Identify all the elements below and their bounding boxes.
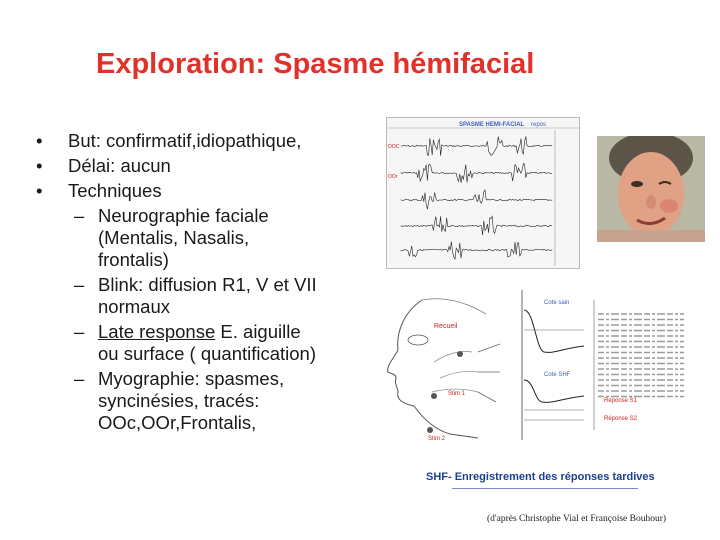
sub-text-line: (Mentalis, Nasalis, bbox=[98, 227, 250, 248]
sub-text-line: frontalis) bbox=[98, 249, 169, 270]
emg-traces-svg bbox=[387, 118, 579, 268]
bullet-techniques bbox=[30, 180, 375, 202]
bullet-delai bbox=[30, 155, 375, 177]
patient-photo bbox=[597, 136, 705, 242]
bullet-dot: • bbox=[36, 180, 43, 201]
late-response-link[interactable]: Late response bbox=[98, 321, 216, 342]
slide-title: Exploration: Spasme hémifacial bbox=[96, 48, 535, 80]
sub-text-line: Blink: diffusion R1, V et VII bbox=[98, 274, 317, 295]
label-recueil: Recueil bbox=[434, 323, 458, 330]
sub-bullet-blink bbox=[30, 274, 375, 318]
sub-text-line: normaux bbox=[98, 296, 170, 317]
bullet-dot: • bbox=[36, 130, 43, 151]
label-reponse-s2: Réponse S2 bbox=[604, 416, 638, 422]
sub-bullet-dash: – bbox=[74, 368, 85, 389]
emg-traces-figure bbox=[386, 117, 580, 269]
sub-bullet-late-response bbox=[30, 321, 375, 365]
bullet-text: Délai: aucun bbox=[68, 155, 171, 176]
bullet-but bbox=[30, 130, 375, 152]
label-cote-shf: Cote SHF bbox=[544, 372, 571, 378]
bullet-list bbox=[30, 130, 375, 434]
caption-underline bbox=[452, 488, 638, 489]
emg-header-label: SPASME HEMI-FACIAL bbox=[459, 122, 525, 128]
emg-left-label-oor: OOr bbox=[388, 174, 398, 180]
label-stim2: Stim 2 bbox=[428, 436, 446, 442]
label-reponse-s1: Réponse S1 bbox=[604, 398, 638, 404]
bullet-dot: • bbox=[36, 155, 43, 176]
label-stim1: Stim 1 bbox=[448, 391, 466, 397]
face-stimulation-diagram bbox=[374, 292, 506, 447]
emg-left-label-ooc: OOC bbox=[388, 144, 400, 150]
patient-photo-svg bbox=[597, 136, 705, 242]
sub-text-line: OOc,OOr,Frontalis, bbox=[98, 412, 257, 433]
sub-bullet-myographie bbox=[30, 368, 375, 434]
late-response-figure bbox=[514, 290, 690, 448]
late-response-svg bbox=[514, 290, 690, 448]
sub-text-line: syncinésies, tracés: bbox=[98, 390, 260, 411]
sub-bullet-dash: – bbox=[74, 205, 85, 226]
emg-header-suffix: repos bbox=[531, 122, 547, 128]
face-diagram-svg bbox=[374, 292, 506, 447]
sub-bullet-dash: – bbox=[74, 321, 85, 342]
sub-bullet-neurographie bbox=[30, 205, 375, 271]
sub-text-line: E. aiguille bbox=[215, 321, 301, 342]
figure-credit: (d'après Christophe Vial et Françoise Bouhour) bbox=[487, 514, 667, 524]
sub-text-line: Neurographie faciale bbox=[98, 205, 269, 226]
sub-bullet-dash: – bbox=[74, 274, 85, 295]
figure-caption: SHF- Enregistrement des réponses tardives bbox=[426, 471, 655, 483]
bullet-text: But: confirmatif,idiopathique, bbox=[68, 130, 302, 151]
sub-text-line: ou surface ( quantification) bbox=[98, 343, 317, 364]
sub-text-line: Myographie: spasmes, bbox=[98, 368, 285, 389]
label-cote-sain: Cote sain bbox=[544, 300, 570, 306]
bullet-text: Techniques bbox=[68, 180, 162, 201]
